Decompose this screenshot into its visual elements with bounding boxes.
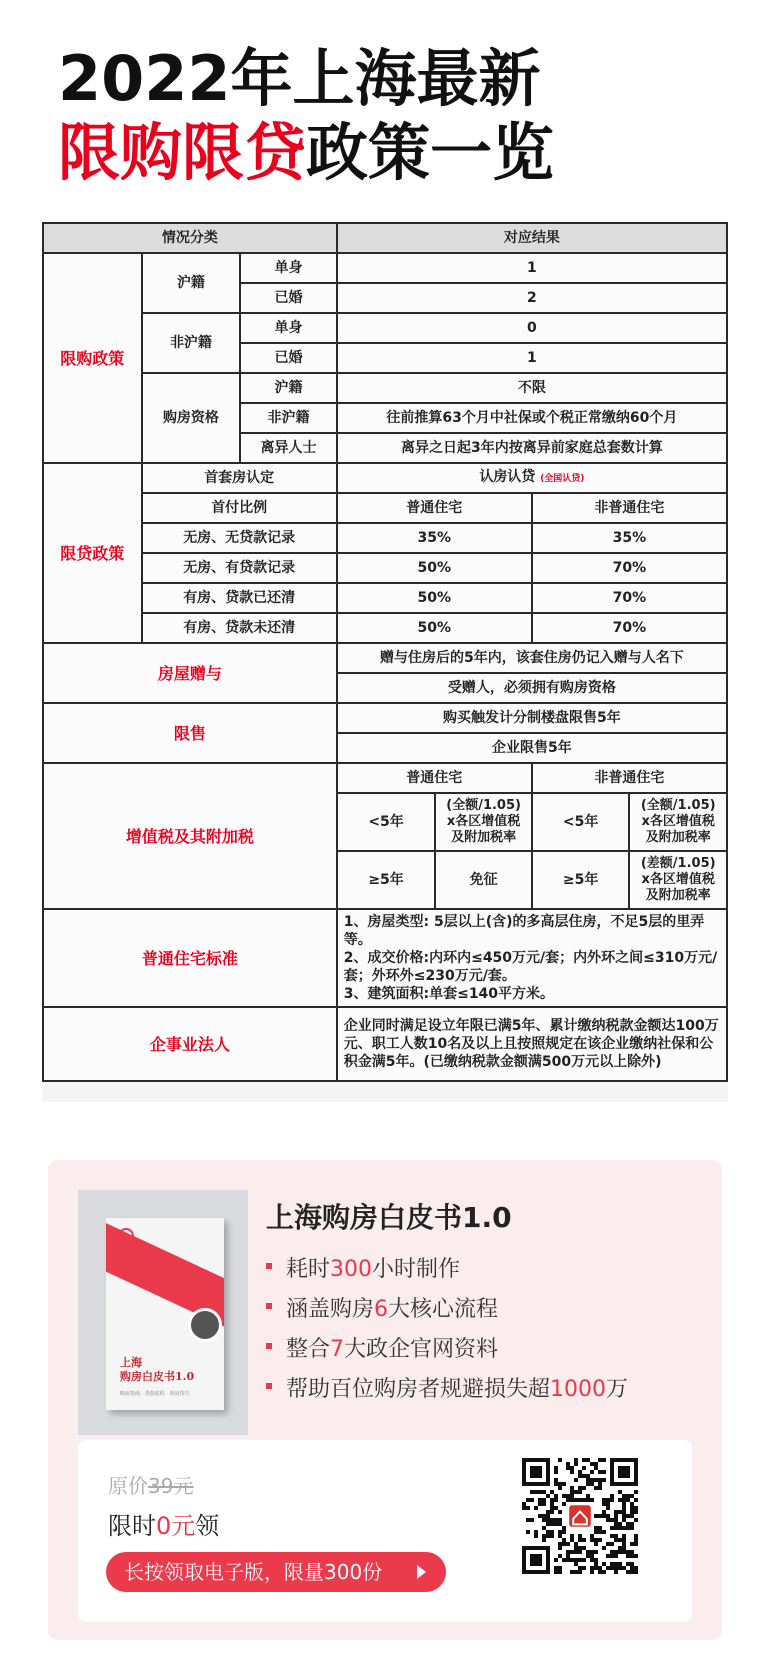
huji-married-val: 2 [337,283,727,313]
free-price: 0元 [156,1512,196,1540]
loan-case: 无房、有贷款记录 [142,553,337,583]
book-cover-subtitle: 购房指南 · 贷款流程 · 看房技巧 [120,1391,190,1397]
vat-normal-header: 普通住宅 [337,763,532,793]
book-logo-icon [118,1228,134,1244]
feihuji-single: 单身 [240,313,337,343]
bullet-dot-icon [266,1303,272,1309]
vat-non-normal-header: 非普通住宅 [532,763,727,793]
standard-label: 普通住宅标准 [43,909,337,1007]
qualification-label: 购房资格 [142,373,241,463]
claim-card [78,1440,692,1622]
vat-non-lt5: <5年 [532,793,630,851]
book-photo [188,1308,222,1342]
enterprise-label: 企事业法人 [43,1007,337,1081]
vat-normal-ge5: ≥5年 [337,851,436,909]
bullet-item: 涵盖购房6大核心流程 [266,1290,628,1330]
first-home-text: 认房认贷 [479,468,536,485]
sale-line1: 购买触发计分制楼盘限售5年 [337,703,727,733]
loan-non-normal-val: 70% [532,583,727,613]
bullet-dot-icon [266,1383,272,1389]
feihuji-married: 已婚 [240,343,337,373]
first-home-note: (全国认贷) [540,473,585,484]
q-feihuji-val: 往前推算63个月中社保或个税正常缴纳60个月 [337,403,727,433]
feihuji-single-val: 0 [337,313,727,343]
vat-non-lt5-val: (全额/1.05) x各区增值税 及附加税率 [629,793,727,851]
loan-non-normal-val: 70% [532,553,727,583]
loan-case: 有房、贷款已还清 [142,583,337,613]
gift-line2: 受赠人，必须拥有购房资格 [337,673,727,703]
first-home-label: 首套房认定 [142,463,337,493]
page-title [58,42,554,190]
vat-normal-lt5-val: (全额/1.05) x各区增值税 及附加税率 [435,793,531,851]
original-price: 原价39元 [108,1474,194,1498]
title-red-text: 限购限贷 [58,116,307,189]
q-huji: 沪籍 [240,373,337,403]
loan-non-normal-val: 70% [532,613,727,643]
q-feihuji: 非沪籍 [240,403,337,433]
vat-normal-lt5: <5年 [337,793,436,851]
qr-code-icon[interactable] [522,1458,638,1574]
down-payment-label: 首付比例 [142,493,337,523]
book-image [78,1190,248,1435]
q-divorce-val: 离异之日起3年内按离异前家庭总套数计算 [337,433,727,463]
book-cover-title: 上海 购房白皮书1.0 [120,1356,195,1383]
loan-normal-val: 35% [337,523,532,553]
bullet-item: 整合7大政企官网资料 [266,1330,628,1370]
sale-label: 限售 [43,703,337,763]
huji-single: 单身 [240,253,337,283]
huji-label: 沪籍 [142,253,241,313]
vat-normal-ge5-val: 免征 [435,851,531,909]
loan-non-normal-val: 35% [532,523,727,553]
gift-label: 房屋赠与 [43,643,337,703]
loan-normal-val: 50% [337,583,532,613]
bullet-item: 帮助百位购房者规避损失超1000万 [266,1370,628,1410]
feihuji-label: 非沪籍 [142,313,241,373]
promo-panel [48,1160,722,1640]
title-line1: 2022年上海最新 [58,42,541,115]
policy-table [42,222,728,1102]
claim-button-label: 长按领取电子版，限量300份 [124,1560,383,1584]
gift-line1: 赠与住房后的5年内，该套住房仍记入赠与人名下 [337,643,727,673]
loan-normal-header: 普通住宅 [337,493,532,523]
loan-non-normal-header: 非普通住宅 [532,493,727,523]
promo-bullets [266,1250,628,1410]
book-cover [106,1218,224,1410]
vat-non-ge5: ≥5年 [532,851,630,909]
play-arrow-icon [417,1565,426,1579]
header-category: 情况分类 [43,223,337,253]
original-price-value: 39元 [148,1474,194,1498]
claim-button[interactable] [106,1552,446,1592]
vat-label: 增值税及其附加税 [43,763,337,909]
title-line2 [58,116,554,190]
header-result: 对应结果 [337,223,727,253]
loan-label: 限贷政策 [43,463,142,643]
vat-non-ge5-val: (差额/1.05) x各区增值税 及附加税率 [629,851,727,909]
feihuji-married-val: 1 [337,343,727,373]
limited-offer: 限时0元领 [108,1512,220,1540]
loan-case: 无房、无贷款记录 [142,523,337,553]
enterprise-text: 企业同时满足设立年限已满5年、累计缴纳税款金额达100万元、职工人数10名及以上且按照规定在该企业缴纳社保和公积金满5年。(已缴纳税款金额满500万元以上除外) [337,1007,727,1081]
sale-line2: 企业限售5年 [337,733,727,763]
promo-title: 上海购房白皮书1.0 [266,1201,512,1234]
bullet-dot-icon [266,1343,272,1349]
huji-single-val: 1 [337,253,727,283]
title-black-text: 政策一览 [306,116,555,189]
bullet-dot-icon [266,1263,272,1269]
loan-case: 有房、贷款未还清 [142,613,337,643]
huji-married: 已婚 [240,283,337,313]
standard-text: 1、房屋类型: 5层以上(含)的多高层住房，不足5层的里弄等。 2、成交价格:内环内≤450万元/套；内外环之间≤310万元/套；外环外≤230万元/套。 3、建筑面积:单套≤140平方米。 [337,909,727,1007]
loan-normal-val: 50% [337,553,532,583]
q-divorce: 离异人士 [240,433,337,463]
bullet-item: 耗时300小时制作 [266,1250,628,1290]
q-huji-val: 不限 [337,373,727,403]
first-home-val [337,463,727,493]
purchase-label: 限购政策 [43,253,142,463]
loan-normal-val: 50% [337,613,532,643]
